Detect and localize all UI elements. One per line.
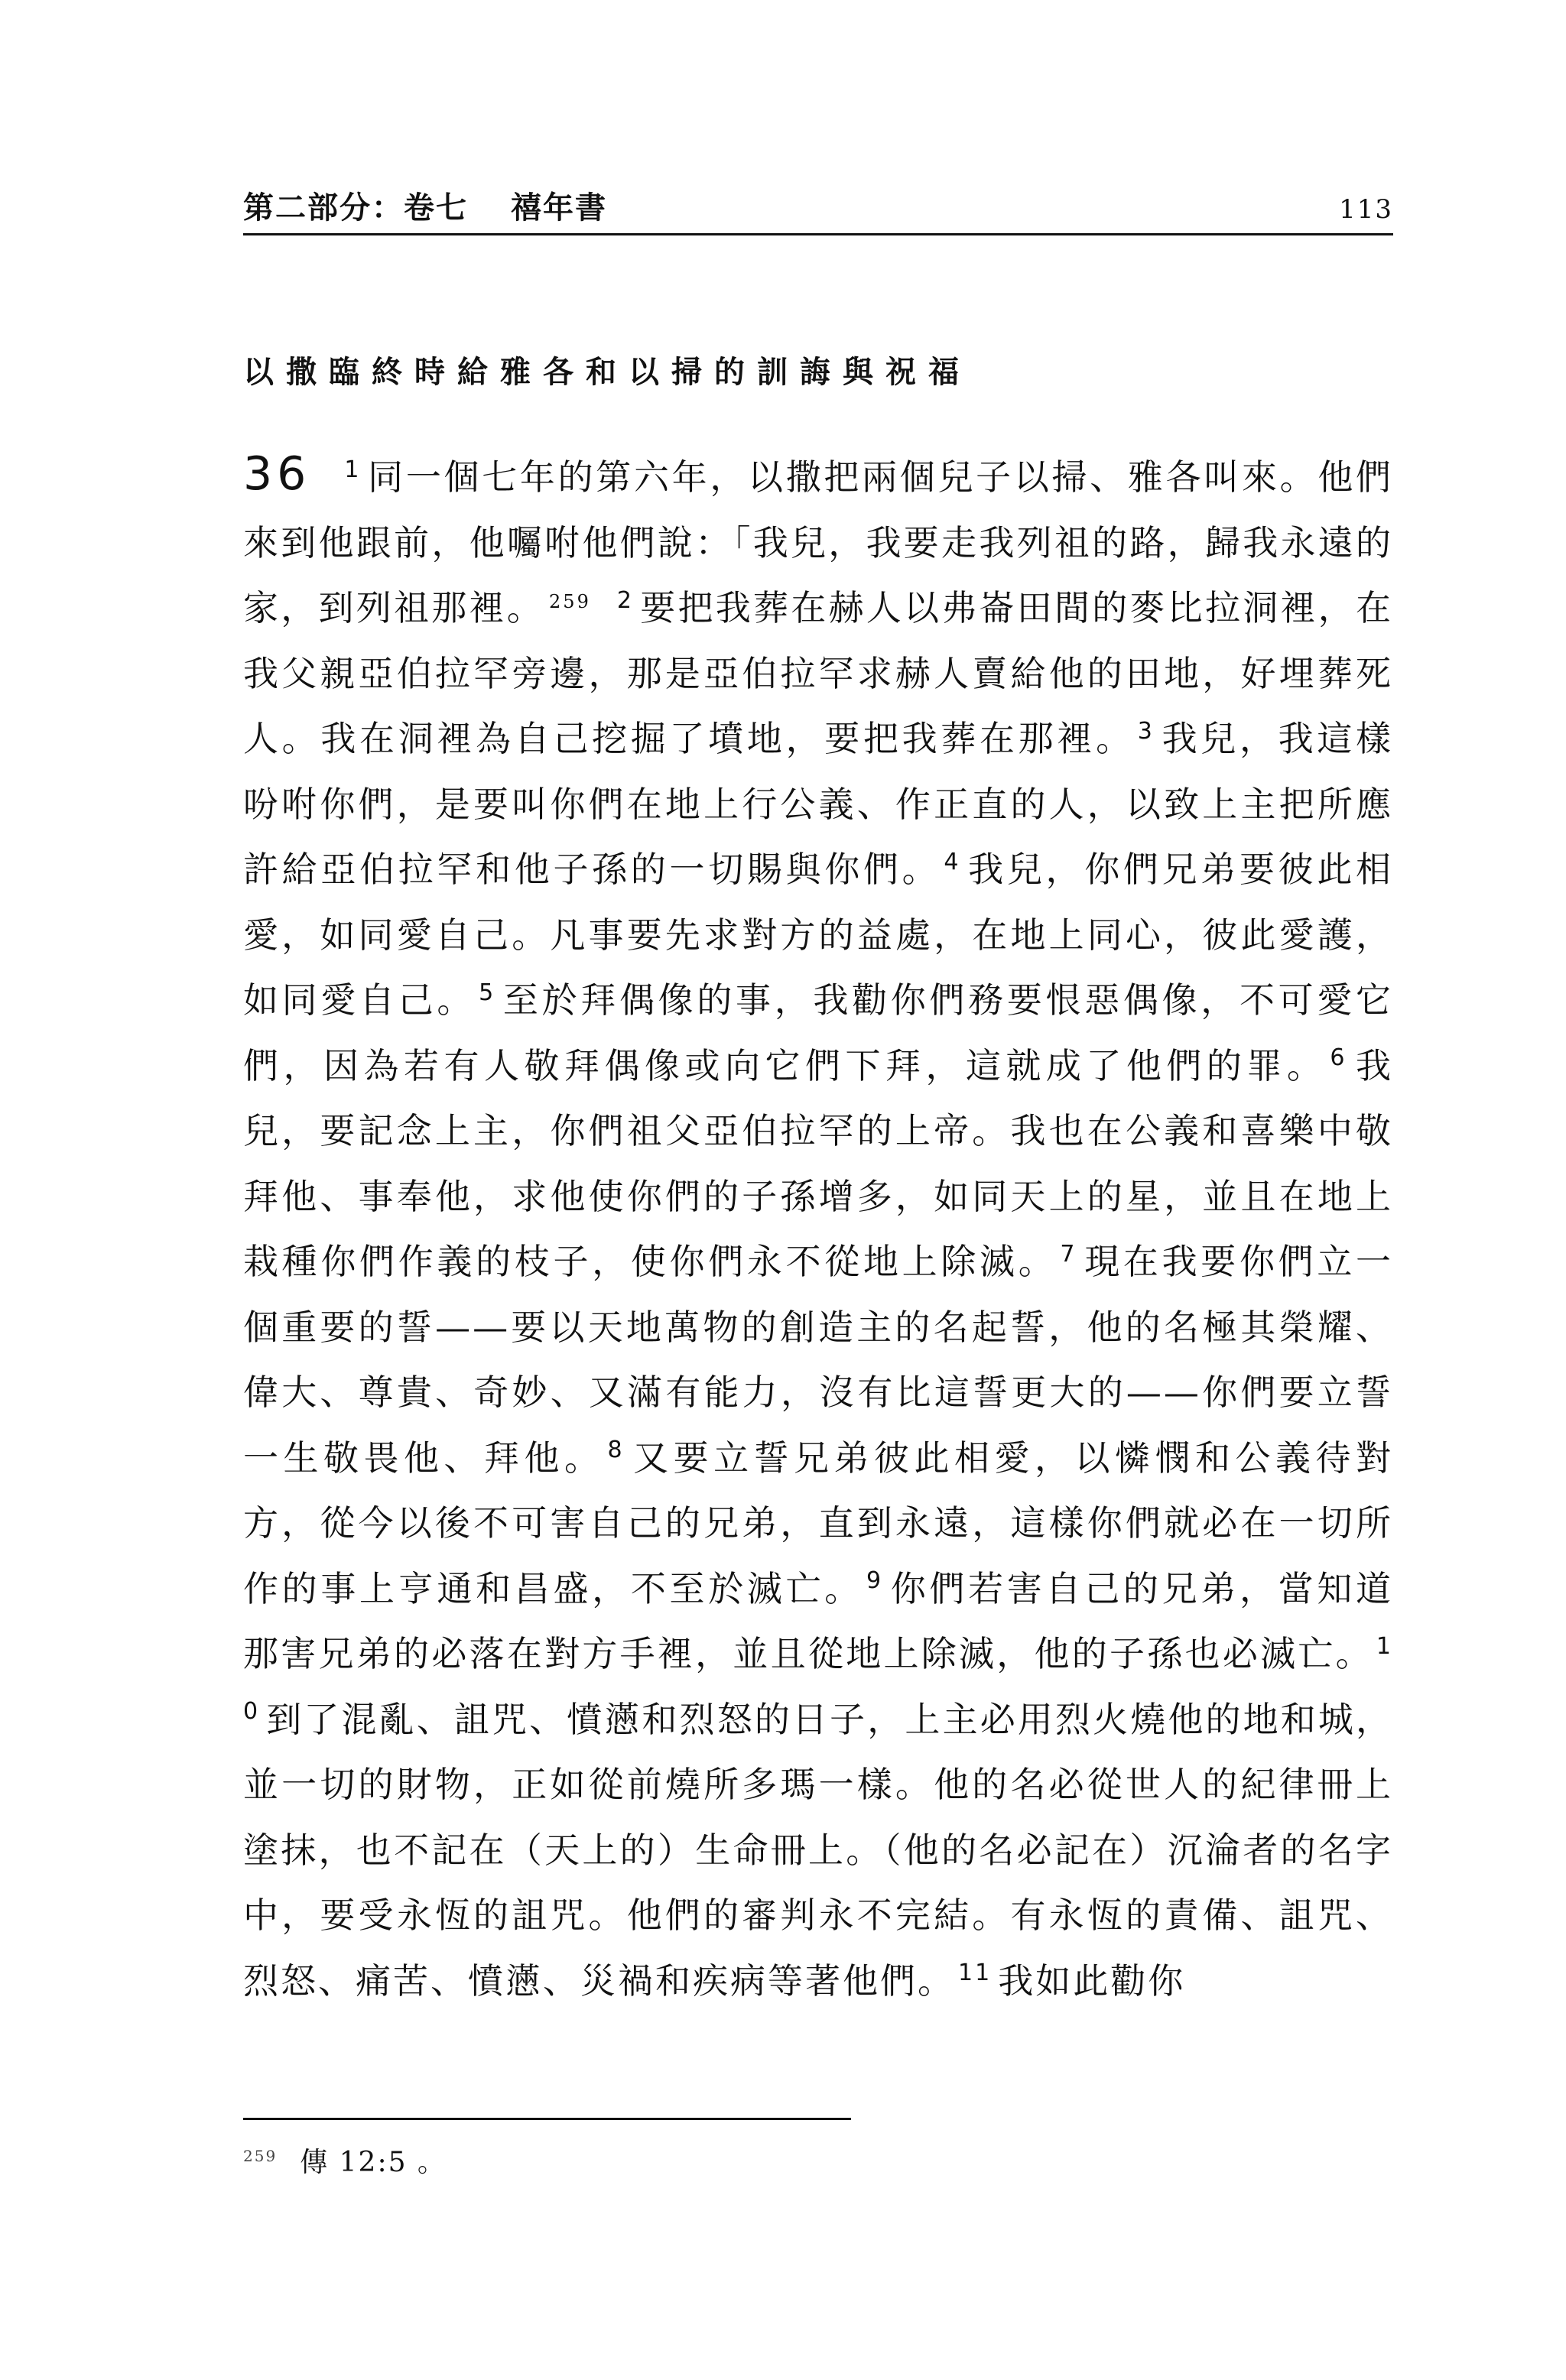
footnote bbox=[243, 2141, 447, 2180]
verse-text: 又要立誓兄弟彼此相愛，以憐憫和公義待對方，從今以後不可害自己的兄弟，直到永遠，這樣你們就必在一切所作的事上亨通和昌盛，不至於滅亡。 bbox=[243, 1437, 1394, 1609]
verse-number: 6 bbox=[1330, 1044, 1347, 1072]
verse-number: 1 bbox=[344, 456, 362, 483]
footnote-marker: 259 bbox=[243, 2147, 278, 2165]
chapter-number: 36 bbox=[243, 447, 311, 501]
verse-number: 8 bbox=[607, 1437, 625, 1464]
chapter-body bbox=[243, 445, 1393, 2014]
verse-text: 同一個七年的第六年，以撒把兩個兒子以掃、雅各叫來。他們來到他跟前，他囑咐他們說：「我兒，我要走我列祖的路，歸我永遠的家，到列祖那裡。 bbox=[243, 456, 1393, 628]
verse-text: 你們若害自己的兄弟，當知道那害兄弟的必落在對方手裡，並且從地上除滅，他的子孫也必滅亡。 bbox=[243, 1567, 1394, 1674]
header-divider bbox=[243, 233, 1393, 235]
verse-text: 到了混亂、詛咒、憤懣和烈怒的日子，上主必用烈火燒他的地和城，並一切的財物，正如從前燒所多瑪一樣。他的名必從世人的紀律冊上塗抹，也不記在（天上的）生命冊上。（他的名必記在）沉淪者的名字中，要受永恆的詛咒。他們的審判永不完結。有永恆的責備、詛咒、烈怒、痛苦、憤懣、災禍和疾病等著他們。 bbox=[243, 1698, 1393, 2002]
verse-number: 4 bbox=[944, 848, 961, 875]
verse-number: 7 bbox=[1060, 1240, 1077, 1268]
verse-number: 11 bbox=[958, 1960, 993, 1987]
verse-number: 2 bbox=[616, 586, 634, 614]
verse-number: 3 bbox=[1137, 717, 1155, 745]
verse-text: 現在我要你們立一個重要的誓——要以天地萬物的創造主的名起誓，他的名極其榮耀、偉大、尊貴、奇妙、又滿有能力，沒有比這誓更大的——你們要立誓一生敬畏他、拜他。 bbox=[243, 1241, 1394, 1479]
verse-number: 9 bbox=[866, 1567, 884, 1595]
verse-text: 要把我葬在赫人以弗崙田間的麥比拉洞裡，在我父親亞伯拉罕旁邊，那是亞伯拉罕求赫人賣給他的田地，好埋葬死人。我在洞裡為自己挖掘了墳地，要把我葬在那裡。 bbox=[243, 587, 1394, 759]
footnote-divider bbox=[243, 2118, 851, 2120]
verse-number: 10 bbox=[243, 1632, 1393, 1726]
verse-text: 我如此勸你 bbox=[998, 1960, 1186, 2002]
verse-text: 我兒，你們兄弟要彼此相愛，如同愛自己。凡事要先求對方的益處，在地上同心，彼此愛護，如同愛自己。 bbox=[243, 849, 1394, 1021]
header-book-title: 禧年書 bbox=[511, 190, 607, 226]
running-header bbox=[243, 183, 1393, 237]
footnote-text: 傳 12:5 。 bbox=[300, 2147, 447, 2178]
verse-text: 至於拜偶像的事，我勸你們務要恨惡偶像，不可愛它們，因為若有人敬拜偶像或向它們下拜，這就成了他們的罪。 bbox=[243, 979, 1394, 1086]
verse-text: 我兒，要記念上主，你們祖父亞伯拉罕的上帝。我也在公義和喜樂中敬拜他、事奉他，求他使你們的子孫增多，如同天上的星，並且在地上栽種你們作義的枝子，使你們永不從地上除滅。 bbox=[243, 1044, 1394, 1282]
footnote-reference: 259 bbox=[549, 590, 591, 612]
section-heading: 以撒臨終時給雅各和以掃的訓誨與祝福 bbox=[243, 355, 971, 390]
verse-number: 5 bbox=[479, 979, 496, 1006]
verse-text: 我兒，我這樣吩咐你們，是要叫你們在地上行公義、作正直的人，以致上主把所應許給亞伯拉罕和他子孫的一切賜與你們。 bbox=[243, 718, 1394, 890]
page-number: 113 bbox=[1339, 194, 1393, 225]
header-section-label: 第二部分：卷七 bbox=[243, 190, 468, 226]
